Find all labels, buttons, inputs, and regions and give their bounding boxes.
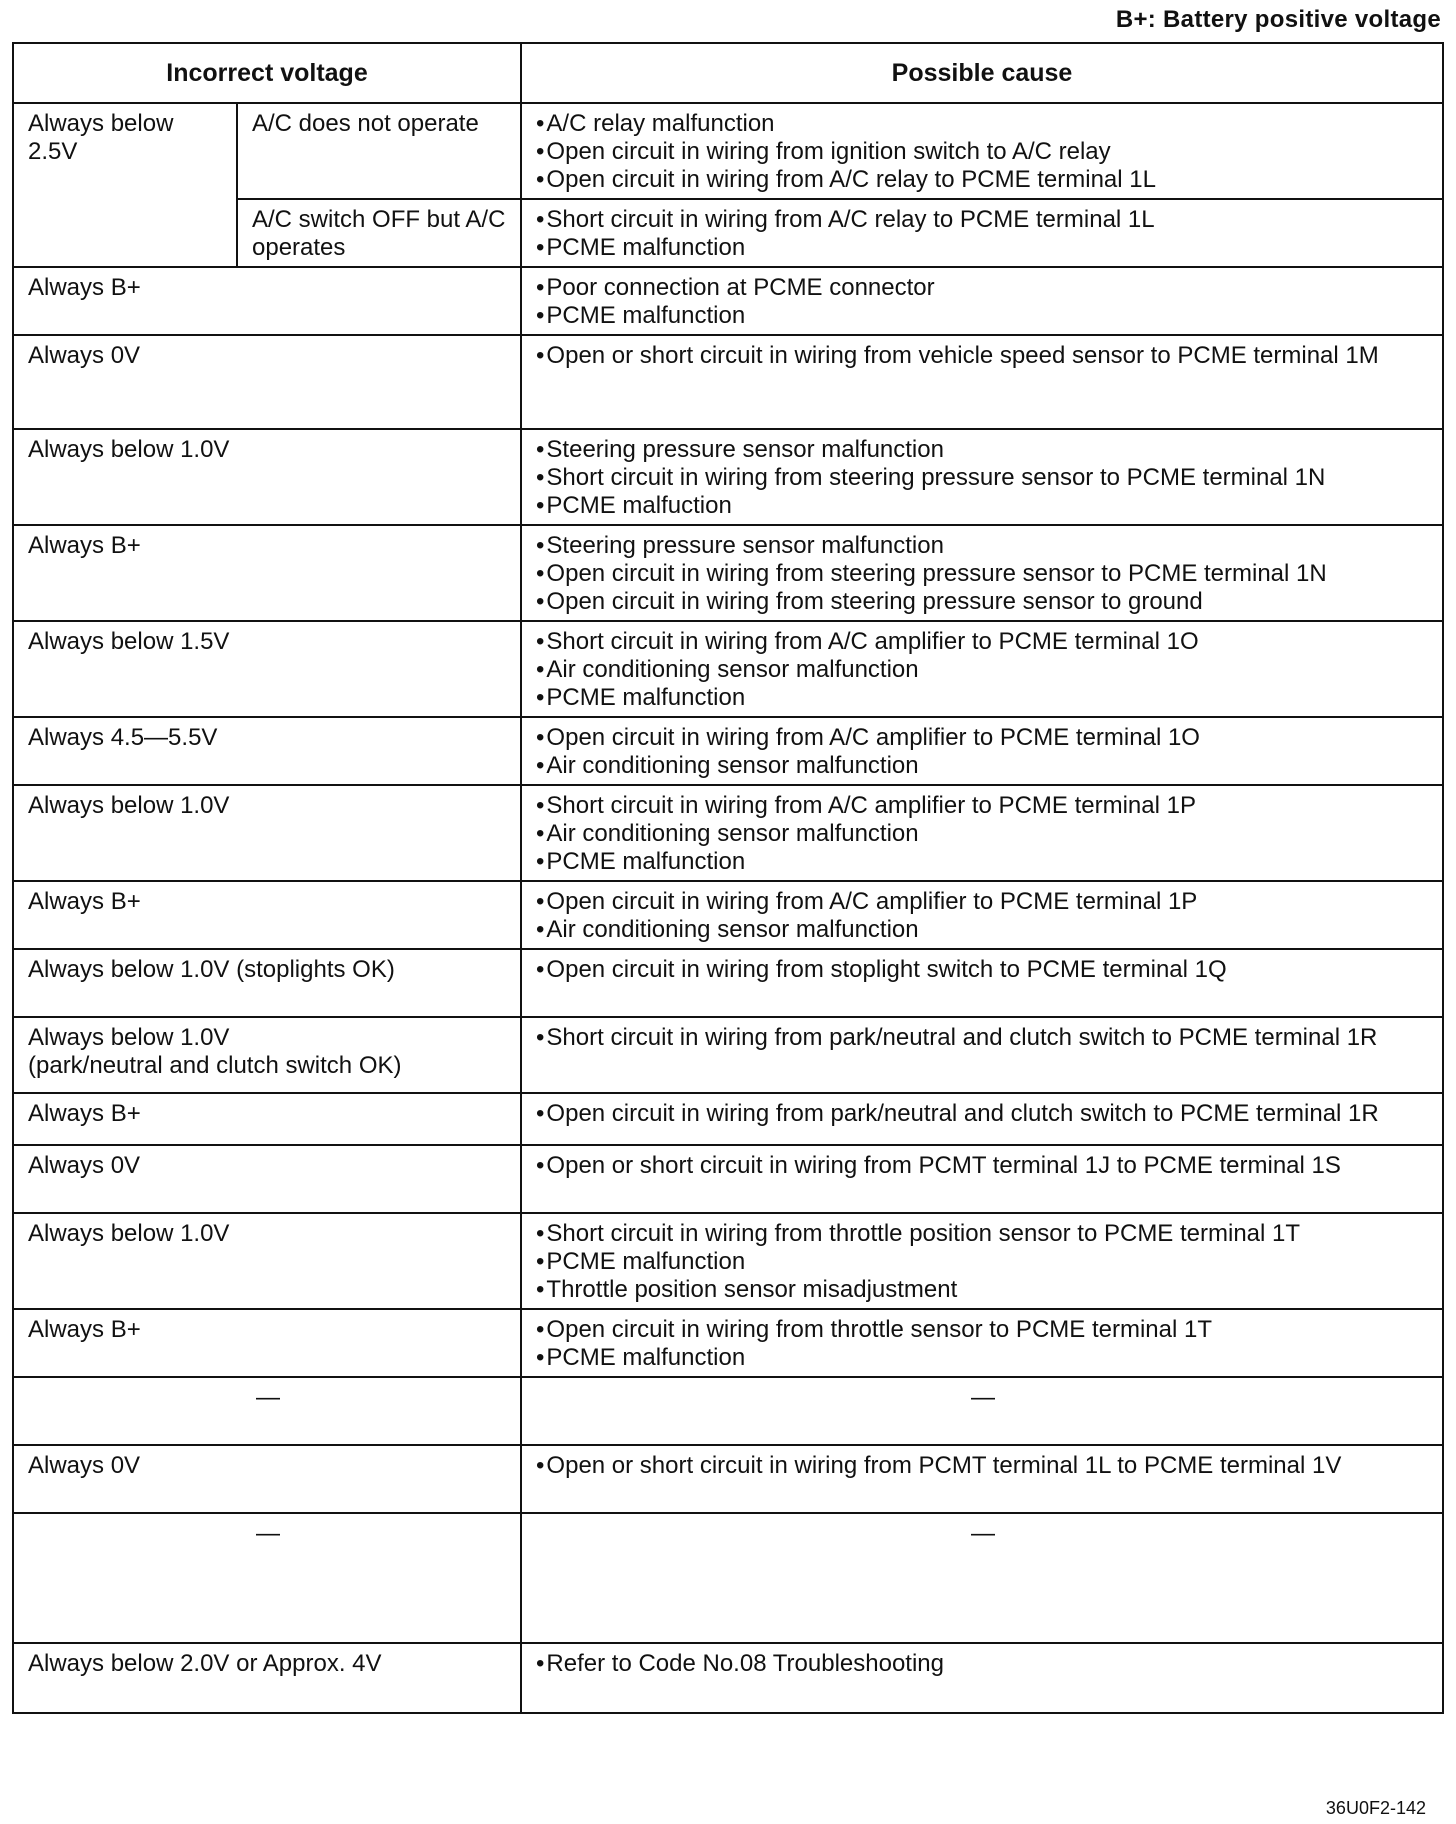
table-row: [13, 1309, 1443, 1377]
troubleshooting-table: [12, 42, 1444, 1714]
cause-item: • PCME malfunction: [536, 684, 1430, 712]
table-row: [13, 1643, 1443, 1713]
cause-item: • Refer to Code No.08 Troubleshooting: [536, 1650, 1430, 1678]
condition-cell: A/C switch OFF but A/C operates: [237, 199, 521, 267]
cause-cell: [521, 949, 1443, 1017]
voltage-cell: Always below 2.5V: [13, 103, 237, 267]
cause-dash: —: [971, 1520, 995, 1547]
voltage-cell: —: [13, 1377, 521, 1445]
cause-item: • PCME malfunction: [536, 848, 1430, 876]
cause-item: • PCME malfuction: [536, 492, 1430, 520]
voltage-cell: Always below 1.0V (park/neutral and clutch switch OK): [13, 1017, 521, 1093]
cause-item: • Short circuit in wiring from throttle position sensor to PCME terminal 1T: [536, 1220, 1430, 1248]
voltage-cell: Always below 1.0V: [13, 785, 521, 881]
voltage-cell: Always 0V: [13, 1145, 521, 1213]
voltage-cell: Always B+: [13, 1309, 521, 1377]
cause-cell: [521, 1145, 1443, 1213]
voltage-cell: —: [13, 1513, 521, 1643]
table-row: [13, 1513, 1443, 1643]
cause-cell: [521, 1309, 1443, 1377]
cause-item: • Steering pressure sensor malfunction: [536, 532, 1430, 560]
cause-item: • Open or short circuit in wiring from vehicle speed sensor to PCME terminal 1M: [536, 342, 1430, 370]
voltage-cell: Always B+: [13, 525, 521, 621]
voltage-cell: Always below 1.0V (stoplights OK): [13, 949, 521, 1017]
cause-item: • Air conditioning sensor malfunction: [536, 752, 1430, 780]
cause-item: • Short circuit in wiring from A/C amplifier to PCME terminal 1P: [536, 792, 1430, 820]
table-row: [13, 1377, 1443, 1445]
cause-cell: [521, 103, 1443, 199]
cause-item: • Short circuit in wiring from A/C relay to PCME terminal 1L: [536, 206, 1430, 234]
cause-item: • Air conditioning sensor malfunction: [536, 916, 1430, 944]
cause-item: • Open circuit in wiring from throttle sensor to PCME terminal 1T: [536, 1316, 1430, 1344]
header-possible-cause: Possible cause: [521, 43, 1443, 103]
table-row: [13, 1213, 1443, 1309]
voltage-cell: Always below 2.0V or Approx. 4V: [13, 1643, 521, 1713]
cause-item: • Open circuit in wiring from A/C amplifier to PCME terminal 1P: [536, 888, 1430, 916]
table-row: [13, 1445, 1443, 1513]
cause-cell: [521, 785, 1443, 881]
table-row: [13, 525, 1443, 621]
cause-item: • Air conditioning sensor malfunction: [536, 820, 1430, 848]
legend-note: B+: Battery positive voltage: [1115, 6, 1441, 33]
cause-item: • Open circuit in wiring from A/C amplifier to PCME terminal 1O: [536, 724, 1430, 752]
cause-cell: [521, 881, 1443, 949]
cause-cell: [521, 621, 1443, 717]
cause-item: • Open circuit in wiring from park/neutral and clutch switch to PCME terminal 1R: [536, 1100, 1430, 1128]
voltage-cell: Always B+: [13, 881, 521, 949]
voltage-cell: Always 0V: [13, 335, 521, 429]
cause-item: • Open circuit in wiring from steering pressure sensor to ground: [536, 588, 1430, 616]
table-row: [13, 621, 1443, 717]
cause-item: • PCME malfunction: [536, 302, 1430, 330]
cause-item: • Open or short circuit in wiring from PCMT terminal 1J to PCME terminal 1S: [536, 1152, 1430, 1180]
table-row: [13, 335, 1443, 429]
cause-cell: [521, 1377, 1443, 1445]
cause-cell: [521, 1643, 1443, 1713]
cause-item: • PCME malfunction: [536, 1344, 1430, 1372]
cause-cell: [521, 1513, 1443, 1643]
cause-item: • Open circuit in wiring from A/C relay to PCME terminal 1L: [536, 166, 1430, 194]
table-row: [13, 267, 1443, 335]
cause-cell: [521, 1093, 1443, 1145]
cause-item: • Open circuit in wiring from steering pressure sensor to PCME terminal 1N: [536, 560, 1430, 588]
cause-item: • Throttle position sensor misadjustment: [536, 1276, 1430, 1304]
cause-cell: [521, 1017, 1443, 1093]
cause-cell: [521, 335, 1443, 429]
voltage-cell: Always 4.5—5.5V: [13, 717, 521, 785]
cause-cell: [521, 1445, 1443, 1513]
cause-item: • PCME malfunction: [536, 234, 1430, 262]
table-row: [13, 1017, 1443, 1093]
table-row: [13, 717, 1443, 785]
cause-dash: —: [971, 1384, 995, 1411]
voltage-cell: Always 0V: [13, 1445, 521, 1513]
table-row: [13, 949, 1443, 1017]
cause-item: • Steering pressure sensor malfunction: [536, 436, 1430, 464]
condition-cell: A/C does not operate: [237, 103, 521, 199]
figure-code: 36U0F2-142: [1325, 1798, 1426, 1818]
cause-item: • Poor connection at PCME connector: [536, 274, 1430, 302]
cause-item: • Open circuit in wiring from stoplight switch to PCME terminal 1Q: [536, 956, 1430, 984]
cause-item: • Open circuit in wiring from ignition switch to A/C relay: [536, 138, 1430, 166]
table-row: [13, 881, 1443, 949]
cause-item: • Short circuit in wiring from park/neutral and clutch switch to PCME terminal 1R: [536, 1024, 1430, 1052]
header-incorrect-voltage: Incorrect voltage: [13, 43, 521, 103]
voltage-cell: Always below 1.5V: [13, 621, 521, 717]
voltage-cell: Always below 1.0V: [13, 1213, 521, 1309]
cause-cell: [521, 717, 1443, 785]
table-row: [13, 785, 1443, 881]
table-row: [13, 1093, 1443, 1145]
cause-item: • PCME malfunction: [536, 1248, 1430, 1276]
voltage-cell: Always below 1.0V: [13, 429, 521, 525]
header-row: [13, 43, 1443, 103]
table-body: [13, 103, 1443, 1713]
cause-item: • A/C relay malfunction: [536, 110, 1430, 138]
cause-item: • Air conditioning sensor malfunction: [536, 656, 1430, 684]
table-row: [13, 1145, 1443, 1213]
table-row: [13, 429, 1443, 525]
cause-item: • Short circuit in wiring from steering pressure sensor to PCME terminal 1N: [536, 464, 1430, 492]
cause-cell: [521, 429, 1443, 525]
voltage-cell: Always B+: [13, 1093, 521, 1145]
cause-cell: [521, 525, 1443, 621]
cause-cell: [521, 199, 1443, 267]
table-row: [13, 103, 1443, 199]
cause-cell: [521, 267, 1443, 335]
cause-item: • Open or short circuit in wiring from PCMT terminal 1L to PCME terminal 1V: [536, 1452, 1430, 1480]
cause-item: • Short circuit in wiring from A/C amplifier to PCME terminal 1O: [536, 628, 1430, 656]
voltage-cell: Always B+: [13, 267, 521, 335]
cause-cell: [521, 1213, 1443, 1309]
